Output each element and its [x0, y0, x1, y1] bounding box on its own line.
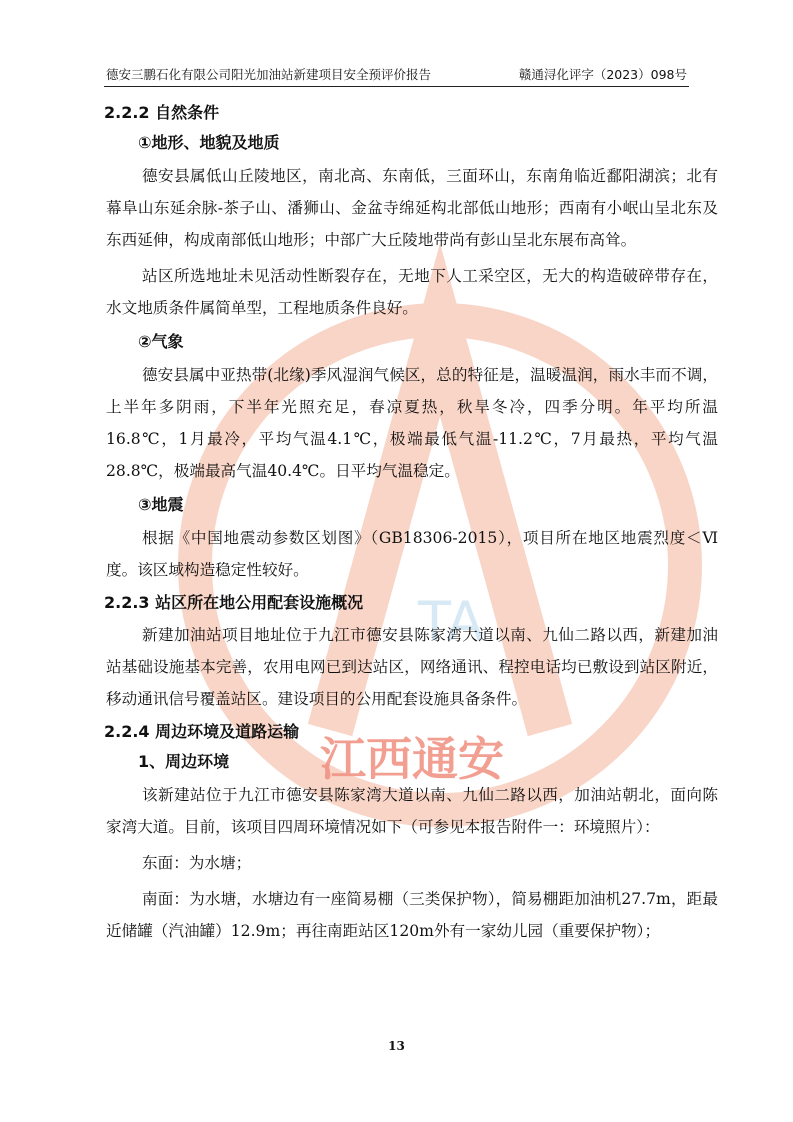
paragraph-surroundings: 该新建站位于九江市德安县陈家湾大道以南、九仙二路以西，加油站朝北，面向陈家湾大道。目前，该项目四周环境情况如下（可参见本报告附件一：环境照片）： — [106, 786, 718, 836]
document-number: 赣通浔化评字（2023）098号 — [518, 67, 687, 82]
subheading-earthquake: ③地震 — [138, 495, 184, 514]
watermark-text: 江西通安 — [320, 732, 504, 786]
section-heading-2-2-4: 2.2.4 周边环境及道路运输 — [104, 722, 300, 741]
subheading-surroundings: 1、周边环境 — [138, 752, 230, 771]
section-heading-2-2-2: 2.2.2 自然条件 — [104, 103, 220, 122]
page-number: 13 — [388, 1039, 405, 1053]
subheading-climate: ②气象 — [138, 332, 184, 351]
paragraph-earthquake: 根据《中国地震动参数区划图》（GB18306-2015），项目所在地区地震烈度＜Ⅵ度。该区域构造稳定性较好。 — [106, 529, 718, 579]
paragraph-terrain: 德安县属低山丘陵地区，南北高、东南低，三面环山，东南角临近鄱阳湖滨；北有幕阜山东延余脉-茶子山、潘狮山、金盆寺绵延构北部低山地形；西南有小岷山呈北东及东西延伸，构成南部低山地形；中部广大丘陵地带尚有彭山呈北东展布高耸。 — [106, 167, 718, 249]
page-content — [106, 100, 718, 951]
paragraph-geology: 站区所选地址未见活动性断裂存在，无地下人工采空区，无大的构造破碎带存在，水文地质条件属简单型，工程地质条件良好。 — [106, 267, 718, 317]
paragraph-utilities: 新建加油站项目地址位于九江市德安县陈家湾大道以南、九仙二路以西，新建加油站基础设施基本完善，农用电网已到达站区，网络通讯、程控电话均已敷设到站区附近，移动通讯信号覆盖站区。建设项目的公用配套设施具备条件。 — [106, 626, 718, 708]
paragraph-south: 南面：为水塘，水塘边有一座简易棚（三类保护物），简易棚距加油机27.7m，距最近储罐（汽油罐）12.9m；再往南距站区120m外有一家幼儿园（重要保护物）； — [106, 890, 718, 940]
watermark-letters: TA — [418, 590, 484, 653]
report-title: 德安三鹏石化有限公司阳光加油站新建项目安全预评价报告 — [106, 67, 432, 82]
section-heading-2-2-3: 2.2.3 站区所在地公用配套设施概况 — [104, 593, 364, 612]
paragraph-east: 东面：为水塘； — [142, 854, 252, 872]
paragraph-climate: 德安县属中亚热带(北缘)季风湿润气候区，总的特征是，温暖温润，雨水丰而不调，上半年多阴雨，下半年光照充足，春凉夏热，秋旱冬冷，四季分明。年平均所温16.8℃，1月最冷，平均气温4.1℃，极端最低气温-11.2℃，7月最热，平均气温28.8℃，极端最高气温40.4℃。日平均气温稳定。 — [106, 366, 718, 480]
subheading-terrain: ①地形、地貌及地质 — [138, 133, 280, 152]
page-header — [104, 66, 689, 87]
